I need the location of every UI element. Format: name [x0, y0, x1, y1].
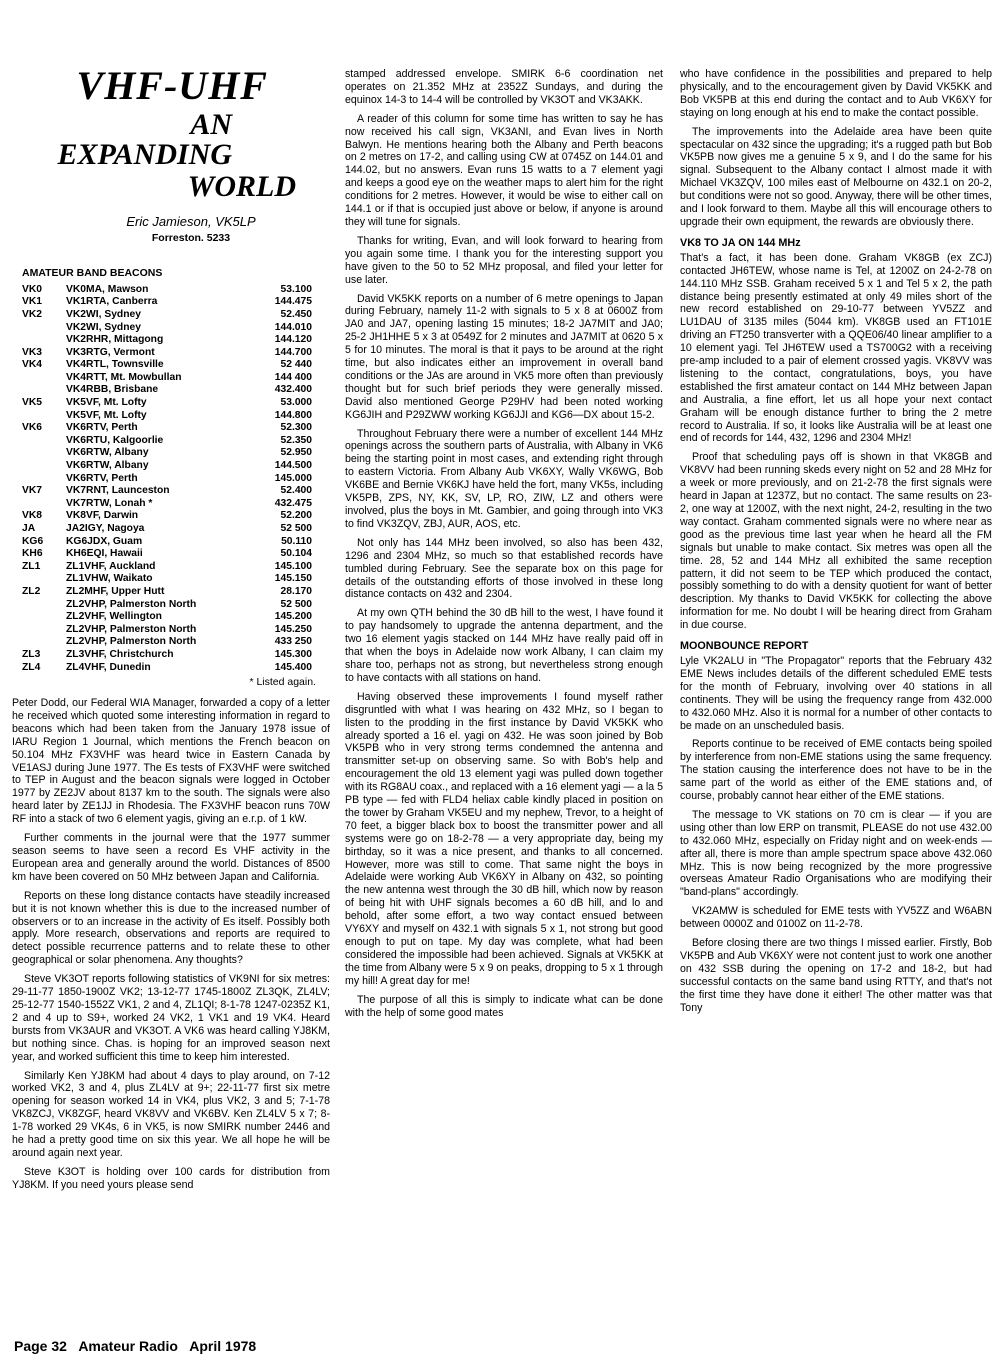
- beacon-frequency: 144.475: [274, 296, 312, 308]
- beacon-area: [22, 498, 66, 511]
- beacon-station: JA2IGY, Nagoya: [66, 523, 145, 534]
- beacon-area: [22, 410, 66, 423]
- footer-issue-date: April 1978: [189, 1338, 257, 1354]
- beacon-area: [22, 322, 66, 335]
- beacon-frequency: 53.000: [280, 397, 312, 409]
- paragraph: The purpose of all this is simply to indicate what can be done with the help of some good mates: [345, 993, 663, 1019]
- beacon-station: ZL2VHP, Palmerston North: [66, 598, 197, 610]
- paragraph: Further comments in the journal were that the 1977 summer season seems to have seen a record Es VHF activity in the European area and generally around the world. Distances of 8500 km have been covered on 50 MHz between Japan and California.: [12, 832, 330, 883]
- beacon-row: [22, 662, 312, 675]
- beacon-frequency: 145.200: [274, 611, 312, 623]
- paragraph: Thanks for writing, Evan, and will look forward to hearing from you again some time. I thank you for the interesting support you have given to the 50 to 52 MHz proposal, and filed your letter for use later.: [345, 234, 663, 286]
- paragraph: Steve K3OT is holding over 100 cards for distribution from YJ8KM. If you need yours please send: [12, 1165, 330, 1191]
- column-3-intro: [680, 68, 992, 229]
- section-heading-vk8-ja: VK8 TO JA ON 144 MHz: [680, 236, 801, 249]
- beacon-area: [22, 447, 66, 460]
- beacon-area: [22, 624, 66, 637]
- beacon-station: VK6RTV, Perth: [66, 422, 138, 434]
- beacons-heading: AMATEUR BAND BEACONS: [22, 266, 163, 279]
- beacon-area: [22, 636, 66, 649]
- beacon-station: VK4RBB, Brisbane: [66, 384, 159, 396]
- author-byline: Eric Jamieson, VK5LP: [126, 214, 256, 229]
- beacon-area: [22, 334, 66, 347]
- beacon-row: [22, 599, 312, 612]
- beacon-area: JA: [22, 523, 36, 534]
- beacon-frequency: 52.950: [280, 447, 312, 459]
- beacon-area: [22, 473, 66, 486]
- beacon-row: [22, 347, 312, 360]
- beacon-station: VK6RTW, Albany: [66, 460, 149, 472]
- beacon-station: ZL3VHF, Christchurch: [66, 648, 174, 660]
- beacon-row: [22, 510, 312, 523]
- beacon-station: VK5VF, Mt. Lofty: [66, 397, 147, 409]
- beacon-row: [22, 473, 312, 486]
- beacon-area: VK2: [22, 308, 43, 320]
- beacon-frequency: 145.000: [274, 472, 312, 484]
- beacon-row: [22, 573, 312, 586]
- beacon-row: [22, 624, 312, 637]
- column-3-moonbounce-section: [680, 655, 992, 1015]
- column-1-body: [12, 697, 330, 1192]
- beacon-row: [22, 284, 312, 297]
- beacon-area: ZL1: [22, 560, 41, 572]
- beacon-frequency: 144.120: [274, 334, 312, 346]
- beacon-station: ZL1VHF, Auckland: [66, 560, 156, 572]
- beacon-row: [22, 435, 312, 448]
- beacon-row: [22, 410, 312, 423]
- beacon-area: [22, 611, 66, 624]
- paragraph: Having observed these improvements I found myself rather disgruntled with what I was hearing on 432 MHz, so I began to listen to the prodding in the first instance by David VK5KK who already sported a 16 el. yagi on 432. He was soon joined by Bob VK5PB who in very strong terms condemned the antenna and transmitter set-up on observing same. So with Bob's help and encouragement the old 13 element yagi was pulled down together with its RG8AU coax., and replaced with a 16 element yagi — a la 5 PB type — fed with FLD4 heliax cable kindly placed in position on the tower by Graham VK5EU and my nephew, Trevor, to a height of 70 feet, a bigger black box to boost the transmitter power and all systems were go on 18-2-78 — a very appropriate day, being my birthday, so it was a nice present, and thanks to all concerned. However, more was still to come. That same night the boys in Adelaide were working Aub VK6XY in Albany on 432, so pointing the new antenna west through the 30 dB hill, which now by reason of being hit with UHF signals becomes a 60 dB hill, and lo and behold, after some effort, a two way contact ensued between VY6XY and myself on 432.1 with signals 5 x 1, not strong but good enough to put on tape. My day was complete, what had been considered the impossible had been achieved. Signals at VK5KK at the time from Albany were 5 x 9 on peaks, dropping to 5 x 1 through my hill! A great day for me!: [345, 690, 663, 987]
- paragraph: stamped addressed envelope. SMIRK 6-6 coordination net operates on 21.352 MHz at 2352Z Sundays, and during the equinox 14-3 to 14-4 will be controlled by VK3OT and VK3AKK.: [345, 68, 663, 106]
- beacon-frequency: 144.500: [274, 460, 312, 472]
- footer-page-number: Page 32: [14, 1338, 67, 1354]
- footer-magazine-name: Amateur Radio: [78, 1338, 178, 1354]
- beacon-station: VK6RTV, Perth: [66, 472, 138, 484]
- beacon-row: [22, 322, 312, 335]
- beacon-row: [22, 536, 312, 549]
- paragraph: Lyle VK2ALU in "The Propagator" reports that the February 432 EME News includes details of the different scheduled EME tests for the month of February, involving over 40 stations in all continents. They will be using the frequency range from 432.000 to 432.060 MHz. Also it is normal for a number of other contacts to be made on an unscheduled basis.: [680, 654, 992, 732]
- beacon-station: ZL4VHF, Dunedin: [66, 661, 151, 673]
- listed-again-note: * Listed again.: [249, 676, 316, 689]
- beacon-row: [22, 397, 312, 410]
- beacon-frequency: 433 250: [274, 636, 312, 648]
- paragraph: VK2AMW is scheduled for EME tests with YV5ZZ and W6ABN between 0000Z and 0100Z on 11-2-78.: [680, 905, 992, 931]
- beacon-row: [22, 384, 312, 397]
- beacon-station: VK6RTU, Kalgoorlie: [66, 434, 164, 446]
- beacon-row: [22, 611, 312, 624]
- column-3-vk8-section: [680, 252, 992, 632]
- beacon-station: KH6EQI, Hawaii: [66, 548, 143, 560]
- paragraph: who have confidence in the possibilities and prepared to help physically, and to the encouragement given by David VK5KK and Bob VK5PB at this end during the contact and to Aub VK6XY for staying on long enough at his end to make the contact possible.: [680, 68, 992, 119]
- beacon-row: [22, 447, 312, 460]
- paragraph: The message to VK stations on 70 cm is clear — if you are using other than low ERP on transmit, PLEASE do not use 432.00 to 432.060 MHz, especially on Friday night and on week-ends — after all, there is more than ample spectrum space above 432.060 MHz. This is now being recognized by the more progressive overseas Amateur Radio Organisations who are modifying their "band-plans" accordingly.: [680, 808, 992, 899]
- beacon-station: VK3RTG, Vermont: [66, 346, 155, 358]
- paragraph: Not only has 144 MHz been involved, so also has been 432, 1296 and 2304 MHz, so much so that established records have tumbled during February. See the separate box on this page for details of the outstanding efforts of those involved in these long distance contacts on 432 and 2304.: [345, 536, 663, 601]
- beacon-area: VK0: [22, 283, 43, 295]
- beacon-area: [22, 573, 66, 586]
- beacon-row: [22, 372, 312, 385]
- paragraph: The improvements into the Adelaide area have been quite spectacular on 432 since the upgrading; it's a rugged path but Bob VK5PB now gives me a genuine 5 x 9, and I do the same for his signal. Subsequent to the Albany contact I almost made it with Michael VK3ZQV, 100 miles east of Melbourne on 432.1 on 20-2, but conditions were not so good. Anyway, there will be other times, and I look forward to them. Maybe all this will encourage others to upgrade their own equipment, the rewards are obviously there.: [680, 125, 992, 228]
- beacon-frequency: 50.104: [280, 548, 312, 560]
- beacon-area: VK1: [22, 296, 43, 308]
- beacon-area: ZL4: [22, 661, 41, 673]
- beacon-frequency: 144.700: [274, 346, 312, 358]
- paragraph: Before closing there are two things I missed earlier. Firstly, Bob VK5PB and Aub VK6XY were not content just to work one another on 432 SSB during the opening on 17-2 and 18-2, but had successful contacts on the same band using RTTY, and that's not the first time they have done it either! The other matter was that Tony: [680, 937, 992, 1014]
- beacon-area: VK8: [22, 510, 43, 522]
- paragraph: Throughout February there were a number of excellent 144 MHz openings across the southern parts of Australia, with Albany in VK6 being the starting point in most cases, and extending right through to eastern Victoria. From Albany Aub VK6XY, Wally VK6WG, Bob VK6BE and Bernie VK6KJ have held the fort, many VK5s, including VK5PB, ZPS, NY, KK, SV, LP, RO, ZIW, LZ and others were involved, plus the boys in Mt. Gambier, and going through into VK3 to find VK3ZQV, ZBJ, AUR, AOS, etc.: [345, 427, 663, 530]
- beacon-area: [22, 372, 66, 385]
- beacon-frequency: 144.010: [274, 321, 312, 333]
- beacon-row: [22, 636, 312, 649]
- beacon-row: [22, 649, 312, 662]
- beacon-frequency: 28.170: [280, 585, 312, 597]
- beacon-station: VK6RTW, Albany: [66, 447, 149, 459]
- beacon-frequency: 432.400: [274, 384, 312, 396]
- beacon-frequency: 52 440: [280, 359, 312, 371]
- paragraph: Steve VK3OT reports following statistics of VK9NI for six metres: 29-11-77 1850-1900Z VK2; 13-12-77 1745-1800Z ZL3QK, ZL4LV; 25-12-77 1540-1552Z VK1, 2 and 4, ZL1QI; 8-1-78 1247-0235Z K1, 2 and 4 up to S9+, worked 24 VK2, 1 VK1 and 19 VK4. Heard bursts from VK3AUR and VK3OT. A VK6 was heard calling YJ8KM, but nothing since. Chas. is hoping for an improved season next year, and worked sufficient this time to keep him interested.: [12, 973, 330, 1063]
- beacon-station: VK2WI, Sydney: [66, 308, 141, 320]
- beacon-station: VK4RTL, Townsville: [66, 359, 164, 371]
- beacon-station: VK8VF, Darwin: [66, 510, 139, 522]
- beacon-frequency: 53.100: [280, 283, 312, 295]
- beacon-frequency: 50.110: [281, 535, 312, 547]
- beacon-frequency: 145.150: [274, 573, 312, 585]
- paragraph: Peter Dodd, our Federal WIA Manager, forwarded a copy of a letter he received which quoted some interesting information in regard to beacons which had been taken from the January 1978 issue of IARU Region 1 Journal, which mentions the French beacon on 50.104 MHz FX3VHF was heard twice in Eastern Canada by VE1ASJ during June 1977. The Es tests of FX3VHF were switched to TEP in August and the beacon signals were logged in October 1977 by ZE2JV about 8137 km to the south. The signals were also heard later by ZE1JJ in Rhodesia. The FX3VHF beacon runs 70W RF into a stack of two 6 element yagis, giving an e.r.p. of 1 kW.: [12, 697, 330, 826]
- beacon-frequency: 52.300: [280, 422, 312, 434]
- beacon-area: [22, 599, 66, 612]
- beacon-area: VK3: [22, 346, 43, 358]
- beacon-area: KG6: [22, 535, 44, 547]
- beacon-area: VK7: [22, 485, 43, 497]
- beacon-row: [22, 359, 312, 372]
- beacon-area: VK6: [22, 422, 43, 434]
- beacon-station: VK7RTW, Lonah *: [66, 497, 153, 509]
- beacon-area: KH6: [22, 548, 43, 560]
- beacon-row: [22, 523, 312, 536]
- beacon-frequency: 432.475: [274, 497, 312, 509]
- paragraph: Proof that scheduling pays off is shown in that VK8GB and VK8VV had been running skeds every night on 52 and 28 MHz for a week or more previously, and on 21-2-78 the first signals were heard in Japan at 1237Z, but no contact. The same results on 23-2, one way at 1200Z, with the next night, 24-2, resulting in the two way contact. Graham commented signals were no where near as good as the previous time last year when he heard all the FM signals but unable to make contact. Six metres was open all the time. 28, 52 and 144 MHz all exhibited the same reception pattern, it did not seem to be TEP which produced the contact, possibly something to do with a density quotient for want of better description. My thanks to David VK5KK for collecting the above information for me. No doubt I will be hearing direct from Graham in due course.: [680, 451, 992, 632]
- beacon-row: [22, 309, 312, 322]
- beacon-station: VK7RNT, Launceston: [66, 485, 170, 497]
- paragraph: Reports on these long distance contacts have steadily increased but it is not known whether this is due to the increased number of observers or to an increase in the activity of Es itself. Possibly both apply. More research, observations and reports are required to detect possible recurrence patterns and to relate these to other geographical or solar phenomena. Any thoughts?: [12, 889, 330, 967]
- beacon-frequency: 144 400: [274, 371, 312, 383]
- beacon-frequency: 52.350: [280, 434, 312, 446]
- author-address: Forreston. 5233: [151, 231, 231, 244]
- beacon-row: [22, 586, 312, 599]
- beacon-frequency: 52 500: [280, 523, 312, 534]
- beacon-station: VK5VF, Mt. Lofty: [66, 409, 147, 421]
- beacon-station: VK0MA, Mawson: [66, 283, 149, 295]
- section-heading-moonbounce: MOONBOUNCE REPORT: [680, 640, 809, 653]
- beacon-frequency: 52 500: [280, 598, 312, 610]
- beacon-area: [22, 435, 66, 448]
- beacon-frequency: 52.200: [280, 510, 312, 522]
- beacon-station: VK2RHR, Mittagong: [66, 334, 164, 346]
- page-footer: [14, 1338, 264, 1354]
- beacon-station: VK4RTT, Mt. Mowbullan: [66, 371, 182, 383]
- beacon-area: ZL2: [22, 585, 41, 597]
- beacon-area: ZL3: [22, 648, 41, 660]
- paragraph: Similarly Ken YJ8KM had about 4 days to play around, on 7-12 worked VK2, 3 and 4, plus ZL4LV at 9+; 22-11-77 first six metre opening for season worked 14 in VK4, plus VK2, 3 and 5; 7-1-78 VK8ZCJ, VK8ZGF, heard VK8VV and VK6BV. Ken ZL4LV 5 x 7; 8-1-78 worked 29 VK4s, 6 in VK5, is now SMIRK number 2446 and he had a pretty good time on six this year. We all hope he will be around again next year.: [12, 1069, 330, 1159]
- beacon-area: VK5: [22, 397, 43, 409]
- column-1: [12, 63, 330, 1198]
- beacon-station: ZL2VHF, Wellington: [66, 611, 162, 623]
- beacon-frequency: 52.400: [280, 485, 312, 497]
- beacon-station: ZL1VHW, Waikato: [66, 573, 153, 585]
- article-title-line-2: AN EXPANDING: [57, 108, 232, 171]
- beacon-row: [22, 548, 312, 561]
- beacon-station: ZL2VHP, Palmerston North: [66, 636, 197, 648]
- column-2-body: [345, 68, 663, 1019]
- column-3: [680, 68, 992, 1021]
- paragraph: At my own QTH behind the 30 dB hill to the west, I have found it to pay handsomely to upgrade the antenna department, and the two 16 element yagis stacked on 144 MHz have really paid off in that when the boys in Adelaide now work Albany, I can claim my share too, perhaps not as strong, but nevertheless strong enough to have contacts with all stations on hand.: [345, 607, 663, 684]
- beacon-area: [22, 384, 66, 397]
- paragraph: A reader of this column for some time has written to say he has now received his call sign, VK3ANI, and Evan lives in North Balwyn. He mentions hearing both the Albany and Perth beacons on 2 metres on 17-2, and calling using CW at 0745Z on 144.01 and 144.02, but no answers. Evan runs 15 watts to a 7 element yagi and keeps a good eye on the weather maps to alert him for the right conditions for 2 metres. However, it would be wise to either call on 144.1 or if that is occupied just above or below, if anyone is around they will tune for signals.: [345, 112, 664, 228]
- article-title-line-1: VHF-UHF: [76, 63, 268, 108]
- beacon-row: [22, 498, 312, 511]
- beacon-row: [22, 561, 312, 574]
- paragraph: That's a fact, it has been done. Graham VK8GB (ex ZCJ) contacted JH6TEW, whose name is Tel, at 1200Z on 24-2-78 on 144.110 MHz SSB. Graham received 5 x 1 and Tel 5 x 2, the path distance being presently estimated at only 49 miles short of the new record established on 29-10-77 between YV5ZZ and LU1DAU of 3135 miles (5044 km). VK8GB used an FT101E driving an FT250 transverter with a QQE06/40 linear amplifier to a 10 element yagi. Tel JH6TEW used a TS700G2 with a receiving pre-amp included to a pair of element crossed yagis. VK8VV was listening to the contact, congratulations, boys, you have established the first amateur contact on 144 MHz between Japan and Australia, a fine effort, let us all hope your next contact Graham will be enough distance further to bring the 2 metre record to Australia. If so, it looks like Australia will be at least one end of records for 144, 432, 1296 and 2304 MHz!: [680, 251, 992, 445]
- column-2: [345, 68, 663, 1025]
- beacon-station: KG6JDX, Guam: [66, 535, 143, 547]
- beacon-row: [22, 334, 312, 347]
- beacon-frequency: 145.400: [274, 661, 312, 673]
- article-title-line-3: WORLD: [187, 170, 296, 203]
- beacon-frequency: 144.800: [274, 409, 312, 421]
- beacon-station: ZL2VHP, Palmerston North: [66, 623, 197, 635]
- beacon-frequency: 145.100: [274, 560, 312, 572]
- beacon-station: VK2WI, Sydney: [66, 321, 141, 333]
- beacon-frequency: 145.300: [274, 648, 312, 660]
- beacon-row: [22, 485, 312, 498]
- paragraph: Reports continue to be received of EME contacts being spoiled by interference from non-EME stations using the same frequency. The station causing the interference does not have to be in the same part of the world as either of the EME stations and, of course, probably cannot hear either of the EME stations.: [680, 738, 992, 803]
- beacon-station: ZL2MHF, Upper Hutt: [66, 585, 165, 597]
- beacon-area: [22, 460, 66, 473]
- beacon-frequency: 52.450: [280, 308, 312, 320]
- beacon-frequency: 145.250: [274, 623, 312, 635]
- beacon-row: [22, 460, 312, 473]
- beacons-table: [22, 284, 312, 674]
- beacon-row: [22, 422, 312, 435]
- paragraph: David VK5KK reports on a number of 6 metre openings to Japan during February, namely 11-2 with signals to 5 x 8 at 0600Z from JA0 and JA7, opening lasting 15 minutes; 18-2 JA7MIT and JA0; 25-2 JH1HHE 5 x 3 at 0549Z for 2 minutes and JA7MIT at 0620 5 x 5 for 10 minutes. The moral is that it pays to be around at the right time, but also indicates either an improvement in overall band conditions or the JAs are around in VK5 more often than previously thought but for such brief periods they were generally missed. David also mentioned George P29HV had been noted working KG6JIH and P29ZWW working KG6JJI and KG6—DX about 15-2.: [345, 292, 663, 421]
- beacon-row: [22, 296, 312, 309]
- beacon-area: VK4: [22, 359, 43, 371]
- beacon-station: VK1RTA, Canberra: [66, 296, 158, 308]
